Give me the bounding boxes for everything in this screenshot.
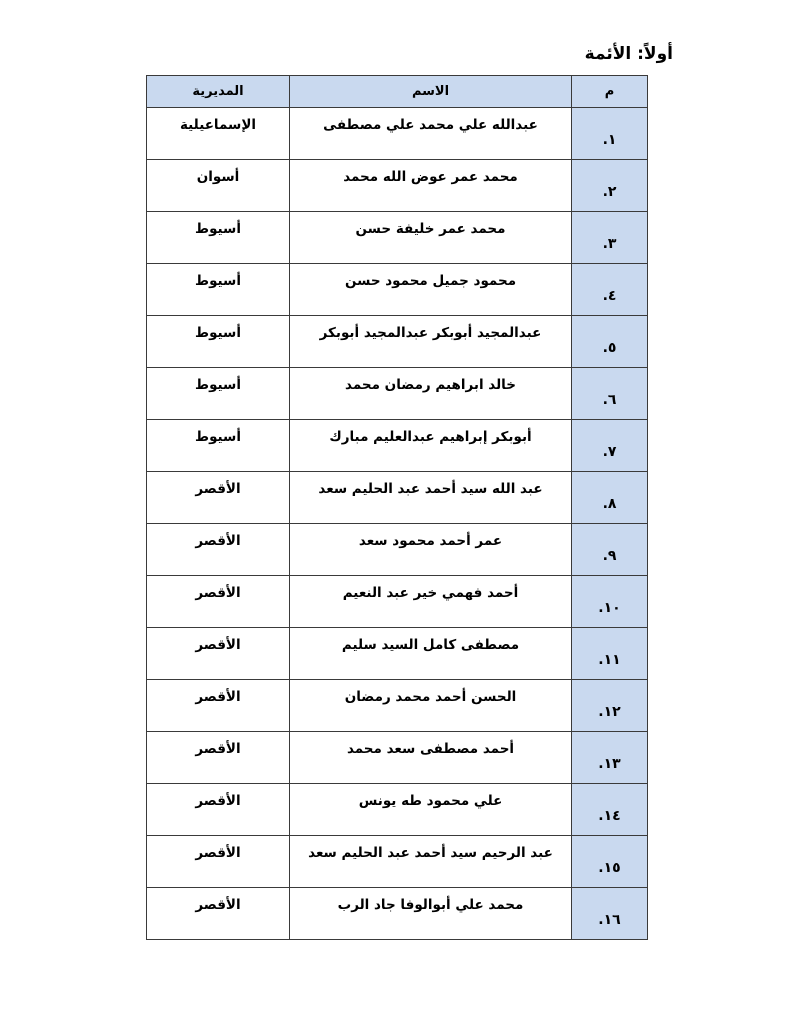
row-directorate: أسيوط — [147, 264, 290, 316]
table-row — [147, 160, 648, 212]
row-directorate: الأقصر — [147, 524, 290, 576]
row-number: ١١. — [572, 628, 648, 680]
row-name: علي محمود طه يونس — [290, 784, 572, 836]
row-directorate: أسيوط — [147, 212, 290, 264]
row-name: محمد عمر عوض الله محمد — [290, 160, 572, 212]
row-directorate: الأقصر — [147, 784, 290, 836]
table-row — [147, 680, 648, 732]
row-number: ٧. — [572, 420, 648, 472]
row-directorate: الأقصر — [147, 628, 290, 680]
table-row — [147, 108, 648, 160]
table-row — [147, 576, 648, 628]
row-directorate: أسوان — [147, 160, 290, 212]
row-directorate: أسيوط — [147, 316, 290, 368]
table-row — [147, 784, 648, 836]
row-name: أحمد فهمي خير عبد النعيم — [290, 576, 572, 628]
row-number: ١٥. — [572, 836, 648, 888]
row-number: ٦. — [572, 368, 648, 420]
row-name: أبوبكر إبراهيم عبدالعليم مبارك — [290, 420, 572, 472]
table-row — [147, 420, 648, 472]
row-name: أحمد مصطفى سعد محمد — [290, 732, 572, 784]
imams-table — [146, 75, 648, 940]
table-row — [147, 888, 648, 940]
row-directorate: الأقصر — [147, 472, 290, 524]
row-name: عبدالمجيد أبوبكر عبدالمجيد أبوبكر — [290, 316, 572, 368]
header-directorate: المديرية — [147, 76, 290, 108]
row-name: محمد عمر خليفة حسن — [290, 212, 572, 264]
row-number: ٥. — [572, 316, 648, 368]
row-number: ٣. — [572, 212, 648, 264]
table-row — [147, 836, 648, 888]
table-row — [147, 316, 648, 368]
table-header-row — [147, 76, 648, 108]
row-directorate: الأقصر — [147, 680, 290, 732]
row-name: عبد الله سيد أحمد عبد الحليم سعد — [290, 472, 572, 524]
row-directorate: الإسماعيلية — [147, 108, 290, 160]
row-number: ٤. — [572, 264, 648, 316]
section-title: أولاً: الأئمة — [584, 44, 673, 64]
table-row — [147, 264, 648, 316]
header-number: م — [572, 76, 648, 108]
row-number: ٢. — [572, 160, 648, 212]
row-name: الحسن أحمد محمد رمضان — [290, 680, 572, 732]
table-row — [147, 628, 648, 680]
row-number: ١٢. — [572, 680, 648, 732]
row-number: ١٦. — [572, 888, 648, 940]
header-name: الاسم — [290, 76, 572, 108]
row-directorate: الأقصر — [147, 836, 290, 888]
row-number: ١٠. — [572, 576, 648, 628]
row-number: ١. — [572, 108, 648, 160]
row-name: خالد ابراهيم رمضان محمد — [290, 368, 572, 420]
row-directorate: أسيوط — [147, 420, 290, 472]
table-row — [147, 524, 648, 576]
row-name: عبد الرحيم سيد أحمد عبد الحليم سعد — [290, 836, 572, 888]
row-directorate: الأقصر — [147, 576, 290, 628]
row-number: ٨. — [572, 472, 648, 524]
row-directorate: الأقصر — [147, 888, 290, 940]
table-row — [147, 472, 648, 524]
table-row — [147, 368, 648, 420]
table-row — [147, 732, 648, 784]
row-number: ٩. — [572, 524, 648, 576]
row-name: عمر أحمد محمود سعد — [290, 524, 572, 576]
row-directorate: الأقصر — [147, 732, 290, 784]
row-number: ١٤. — [572, 784, 648, 836]
row-name: عبدالله علي محمد علي مصطفى — [290, 108, 572, 160]
row-name: محمود جميل محمود حسن — [290, 264, 572, 316]
table-row — [147, 212, 648, 264]
row-name: محمد علي أبوالوفا جاد الرب — [290, 888, 572, 940]
row-number: ١٣. — [572, 732, 648, 784]
row-directorate: أسيوط — [147, 368, 290, 420]
row-name: مصطفى كامل السيد سليم — [290, 628, 572, 680]
